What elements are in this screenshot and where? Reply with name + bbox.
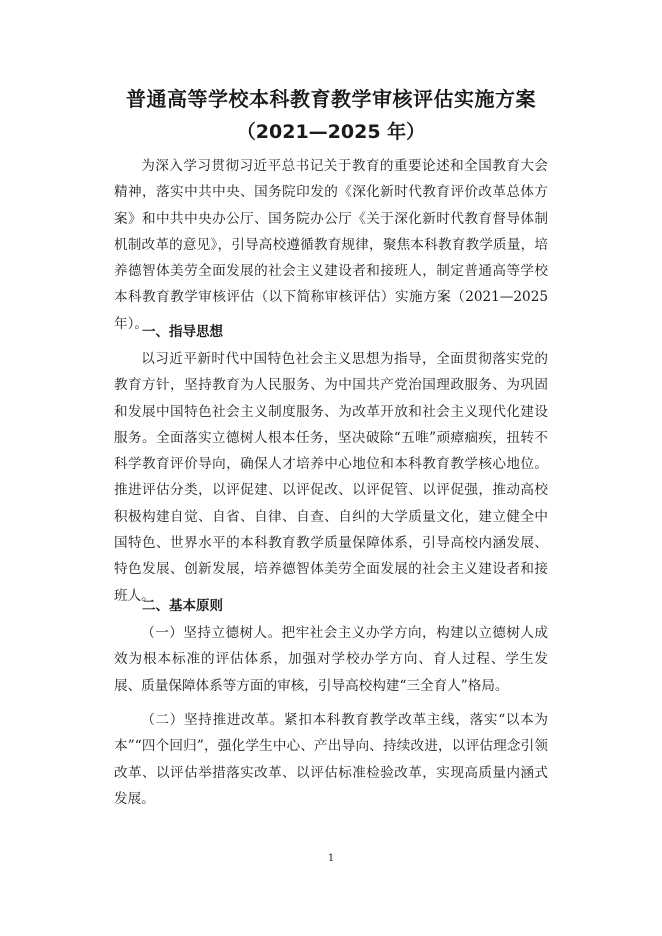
principle-one-paragraph: （一）坚持立德树人。把牢社会主义办学方向，构建以立德树人成效为根本标准的评估体系，加强对学校办学方向、育人过程、学生发展、质量保障体系等方面的审核，引导高校构建“三全育人”格局。: [114, 625, 548, 694]
intro-paragraph: 为深入学习贯彻习近平总书记关于教育的重要论述和全国教育大会精神，落实中共中央、国务院印发的《深化新时代教育评价改革总体方案》和中共中央办公厅、国务院办公厅《关于深化新时代教育督导体制机制改革的意见》，引导高校遵循教育规律，聚焦本科教育教学质量，培养德智体美劳全面发展的社会主义建设者和接班人，制定普通高等学校本科教育教学审核评估（以下简称审核评估）实施方案（2021—2025 年）。: [114, 158, 548, 332]
principle-two-paragraph: （二）坚持推进改革。紧扣本科教育教学改革主线，落实“以本为本”“四个回归”，强化学生中心、产出导向、持续改进，以评估理念引领改革、以评估举措落实改革、以评估标准检验改革，实现高质量内涵式发展。: [114, 712, 548, 807]
principle-one-block: [114, 620, 548, 699]
guiding-ideology-block: [114, 346, 548, 609]
document-subtitle: （2021—2025 年）: [236, 121, 426, 143]
section-heading-basic-principles: 二、基本原则: [142, 598, 223, 614]
guiding-ideology-paragraph: 以习近平新时代中国特色社会主义思想为指导，全面贯彻落实党的教育方针，坚持教育为人民服务、为中国共产党治国理政服务、为巩固和发展中国特色社会主义制度服务、为改革开放和社会主义现代化建设服务。全面落实立德树人根本任务，坚决破除“五唯”顽瘴痼疾，扭转不科学教育评价导向，确保人才培养中心地位和本科教育教学核心地位。推进评估分类，以评促建、以评促改、以评促管、以评促强，推动高校积极构建自觉、自省、自律、自查、自纠的大学质量文化，建立健全中国特色、世界水平的本科教育教学质量保障体系，引导高校内涵发展、特色发展、创新发展，培养德智体美劳全面发展的社会主义建设者和接班人。: [114, 351, 548, 604]
intro-paragraph-block: [114, 153, 548, 337]
section-heading-guiding-ideology: 一、指导思想: [142, 324, 223, 340]
document-title: 普通高等学校本科教育教学审核评估实施方案: [126, 87, 536, 111]
principle-two-block: [114, 707, 548, 812]
page-number: 1: [327, 853, 335, 864]
